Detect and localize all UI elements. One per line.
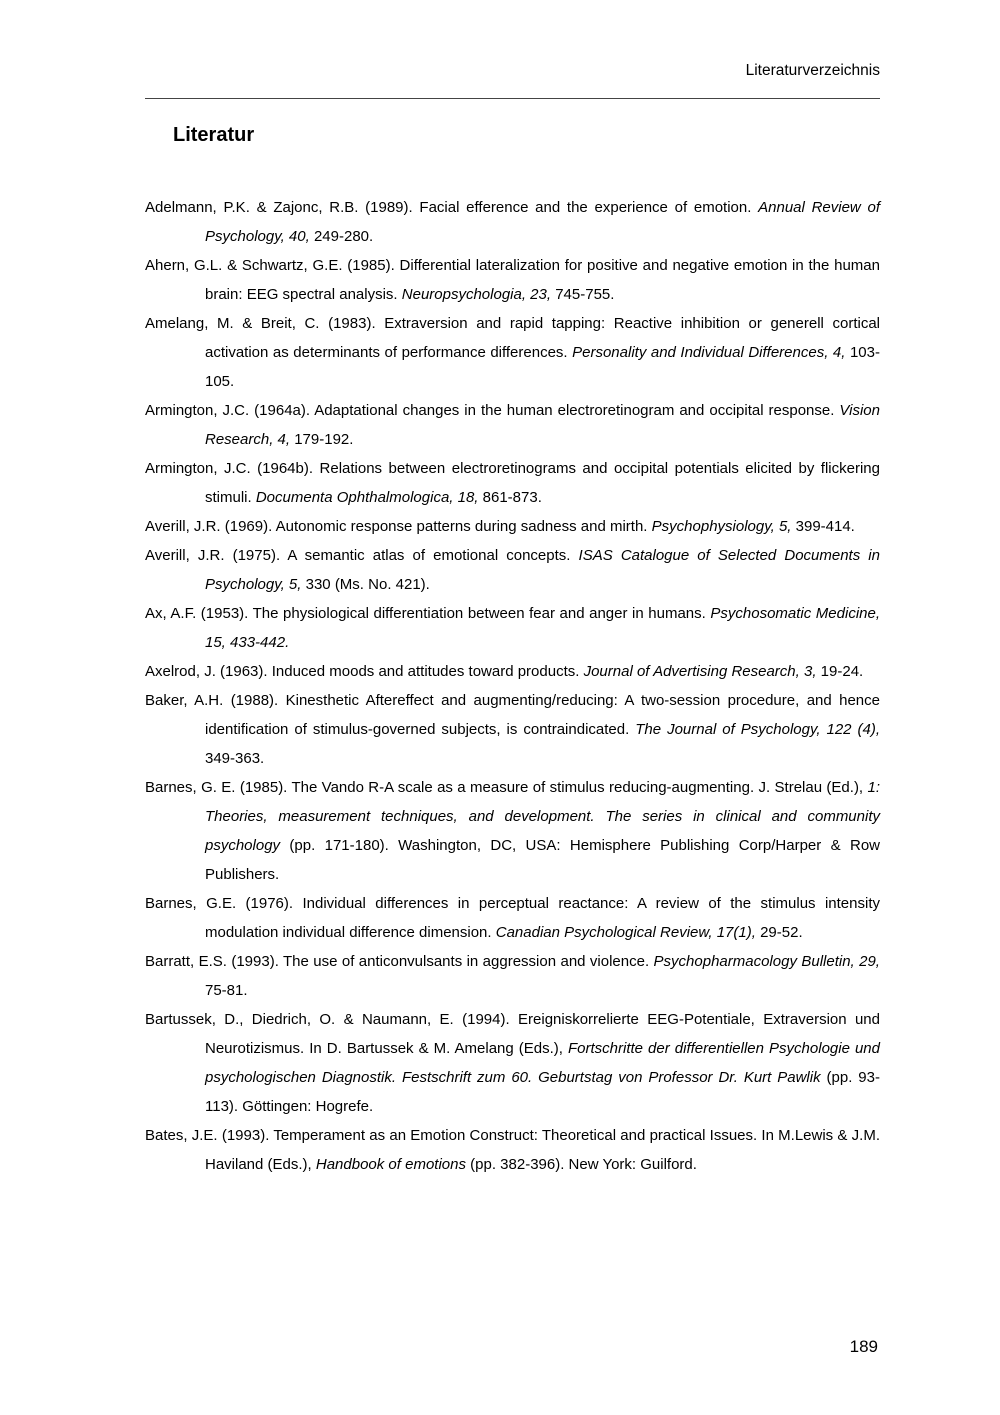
reference-item <box>145 889 880 947</box>
reference-item <box>145 454 880 512</box>
reference-item <box>145 1005 880 1121</box>
reference-text: Amelang, M. & Breit, C. (1983). Extraversion and rapid tapping: Reactive inhibition or generell cortical activation as determinants of performance differences. <box>145 315 880 361</box>
reference-text: Armington, J.C. (1964a). Adaptational changes in the human electroretinogram and occipital response. <box>145 402 840 419</box>
reference-item <box>145 193 880 251</box>
reference-item <box>145 657 880 686</box>
reference-list <box>145 193 880 1179</box>
reference-item <box>145 1121 880 1179</box>
reference-item <box>145 541 880 599</box>
reference-source-italic: ISAS Catalogue of Selected Documents in Psychology, 5, <box>205 547 880 593</box>
reference-source-italic: Neuropsychologia, 23, <box>401 286 552 303</box>
reference-source-italic: The Journal of Psychology, 122 (4), <box>635 721 880 738</box>
reference-source-italic: Journal of Advertising Research, 3, <box>583 663 817 680</box>
reference-text: 861-873. <box>478 489 542 506</box>
reference-text: (pp. 171-180). Washington, DC, USA: Hemisphere Publishing Corp/Harper & Row Publishers. <box>205 837 880 883</box>
reference-text: Bates, J.E. (1993). Temperament as an Emotion Construct: Theoretical and practical Issues. In M.Lewis & J.M. Haviland (Eds.), <box>145 1127 880 1173</box>
reference-text: 349-363. <box>205 750 265 767</box>
reference-source-italic: Psychophysiology, 5, <box>651 518 792 535</box>
reference-item <box>145 947 880 1005</box>
reference-text: Axelrod, J. (1963). Induced moods and attitudes toward products. <box>145 663 584 680</box>
reference-text: 29-52. <box>755 924 803 941</box>
reference-text: Bartussek, D., Diedrich, O. & Naumann, E. (1994). Ereigniskorrelierte EEG-Potentiale, Extraversion und Neurotizismus. In D. Bartussek & M. Amelang (Eds.), <box>145 1011 880 1057</box>
running-header: Literaturverzeichnis <box>745 62 880 79</box>
reference-item <box>145 686 880 773</box>
reference-text: 103-105. <box>205 344 880 390</box>
reference-item <box>145 251 880 309</box>
reference-text: 399-414. <box>791 518 855 535</box>
reference-item <box>145 512 880 541</box>
reference-source-italic: Annual Review of Psychology, 40, <box>205 199 881 245</box>
reference-text: 75-81. <box>205 982 248 999</box>
reference-text: Ax, A.F. (1953). The physiological differentiation between fear and anger in humans. <box>145 605 711 622</box>
reference-source-italic: Fortschritte der differentiellen Psychologie und psychologischen Diagnostik. Festschrift zum 60. Geburtstag von Professor Dr. Kurt Pawlik <box>205 1040 880 1086</box>
reference-source-italic: Personality and Individual Differences, 4, <box>572 344 846 361</box>
reference-item <box>145 396 880 454</box>
reference-text: 179-192. <box>290 431 354 448</box>
reference-text: Averill, J.R. (1969). Autonomic response patterns during sadness and mirth. <box>145 518 652 535</box>
reference-text: Baker, A.H. (1988). Kinesthetic Aftereffect and augmenting/reducing: A two-session procedure, and hence identification of stimulus-governed subjects, is contraindicated. <box>145 692 880 738</box>
reference-item <box>145 773 880 889</box>
reference-text: Barratt, E.S. (1993). The use of anticonvulsants in aggression and violence. <box>145 953 654 970</box>
reference-text: (pp. 382-396). New York: Guilford. <box>465 1156 697 1173</box>
reference-text: Armington, J.C. (1964b). Relations between electroretinograms and occipital potentials elicited by flickering stimuli. <box>145 460 880 506</box>
page-title: Literatur <box>173 124 255 146</box>
reference-source-italic: Vision Research, 4, <box>205 402 880 448</box>
reference-text: Ahern, G.L. & Schwartz, G.E. (1985). Differential lateralization for positive and negative emotion in the human brain: EEG spectral analysis. <box>145 257 880 303</box>
reference-item <box>145 599 880 657</box>
reference-text: 249-280. <box>309 228 374 245</box>
reference-source-italic: 1: Theories, measurement techniques, and development. The series in clinical and community psychology <box>205 779 880 854</box>
divider-line <box>145 98 880 99</box>
reference-text: Barnes, G.E. (1976). Individual differences in perceptual reactance: A review of the stimulus intensity modulation individual difference dimension. <box>145 895 880 941</box>
reference-text: Averill, J.R. (1975). A semantic atlas of emotional concepts. <box>145 547 579 564</box>
reference-text: (pp. 93-113). Göttingen: Hogrefe. <box>205 1069 880 1115</box>
reference-source-italic: Psychopharmacology Bulletin, 29, <box>653 953 880 970</box>
page-number: 189 <box>849 1337 878 1356</box>
reference-source-italic: Documenta Ophthalmologica, 18, <box>255 489 479 506</box>
reference-source-italic: Psychosomatic Medicine, 15, 433-442. <box>205 605 881 651</box>
reference-text: 745-755. <box>551 286 615 303</box>
reference-text: Barnes, G. E. (1985). The Vando R-A scale as a measure of stimulus reducing-augmenting. J. Strelau (Ed.), <box>145 779 868 796</box>
reference-text: 330 (Ms. No. 421). <box>301 576 430 593</box>
reference-source-italic: Canadian Psychological Review, 17(1), <box>495 924 756 941</box>
reference-text: 19-24. <box>816 663 864 680</box>
reference-source-italic: Handbook of emotions <box>315 1156 466 1173</box>
reference-text: Adelmann, P.K. & Zajonc, R.B. (1989). Facial efference and the experience of emotion. <box>145 199 759 216</box>
reference-item <box>145 309 880 396</box>
